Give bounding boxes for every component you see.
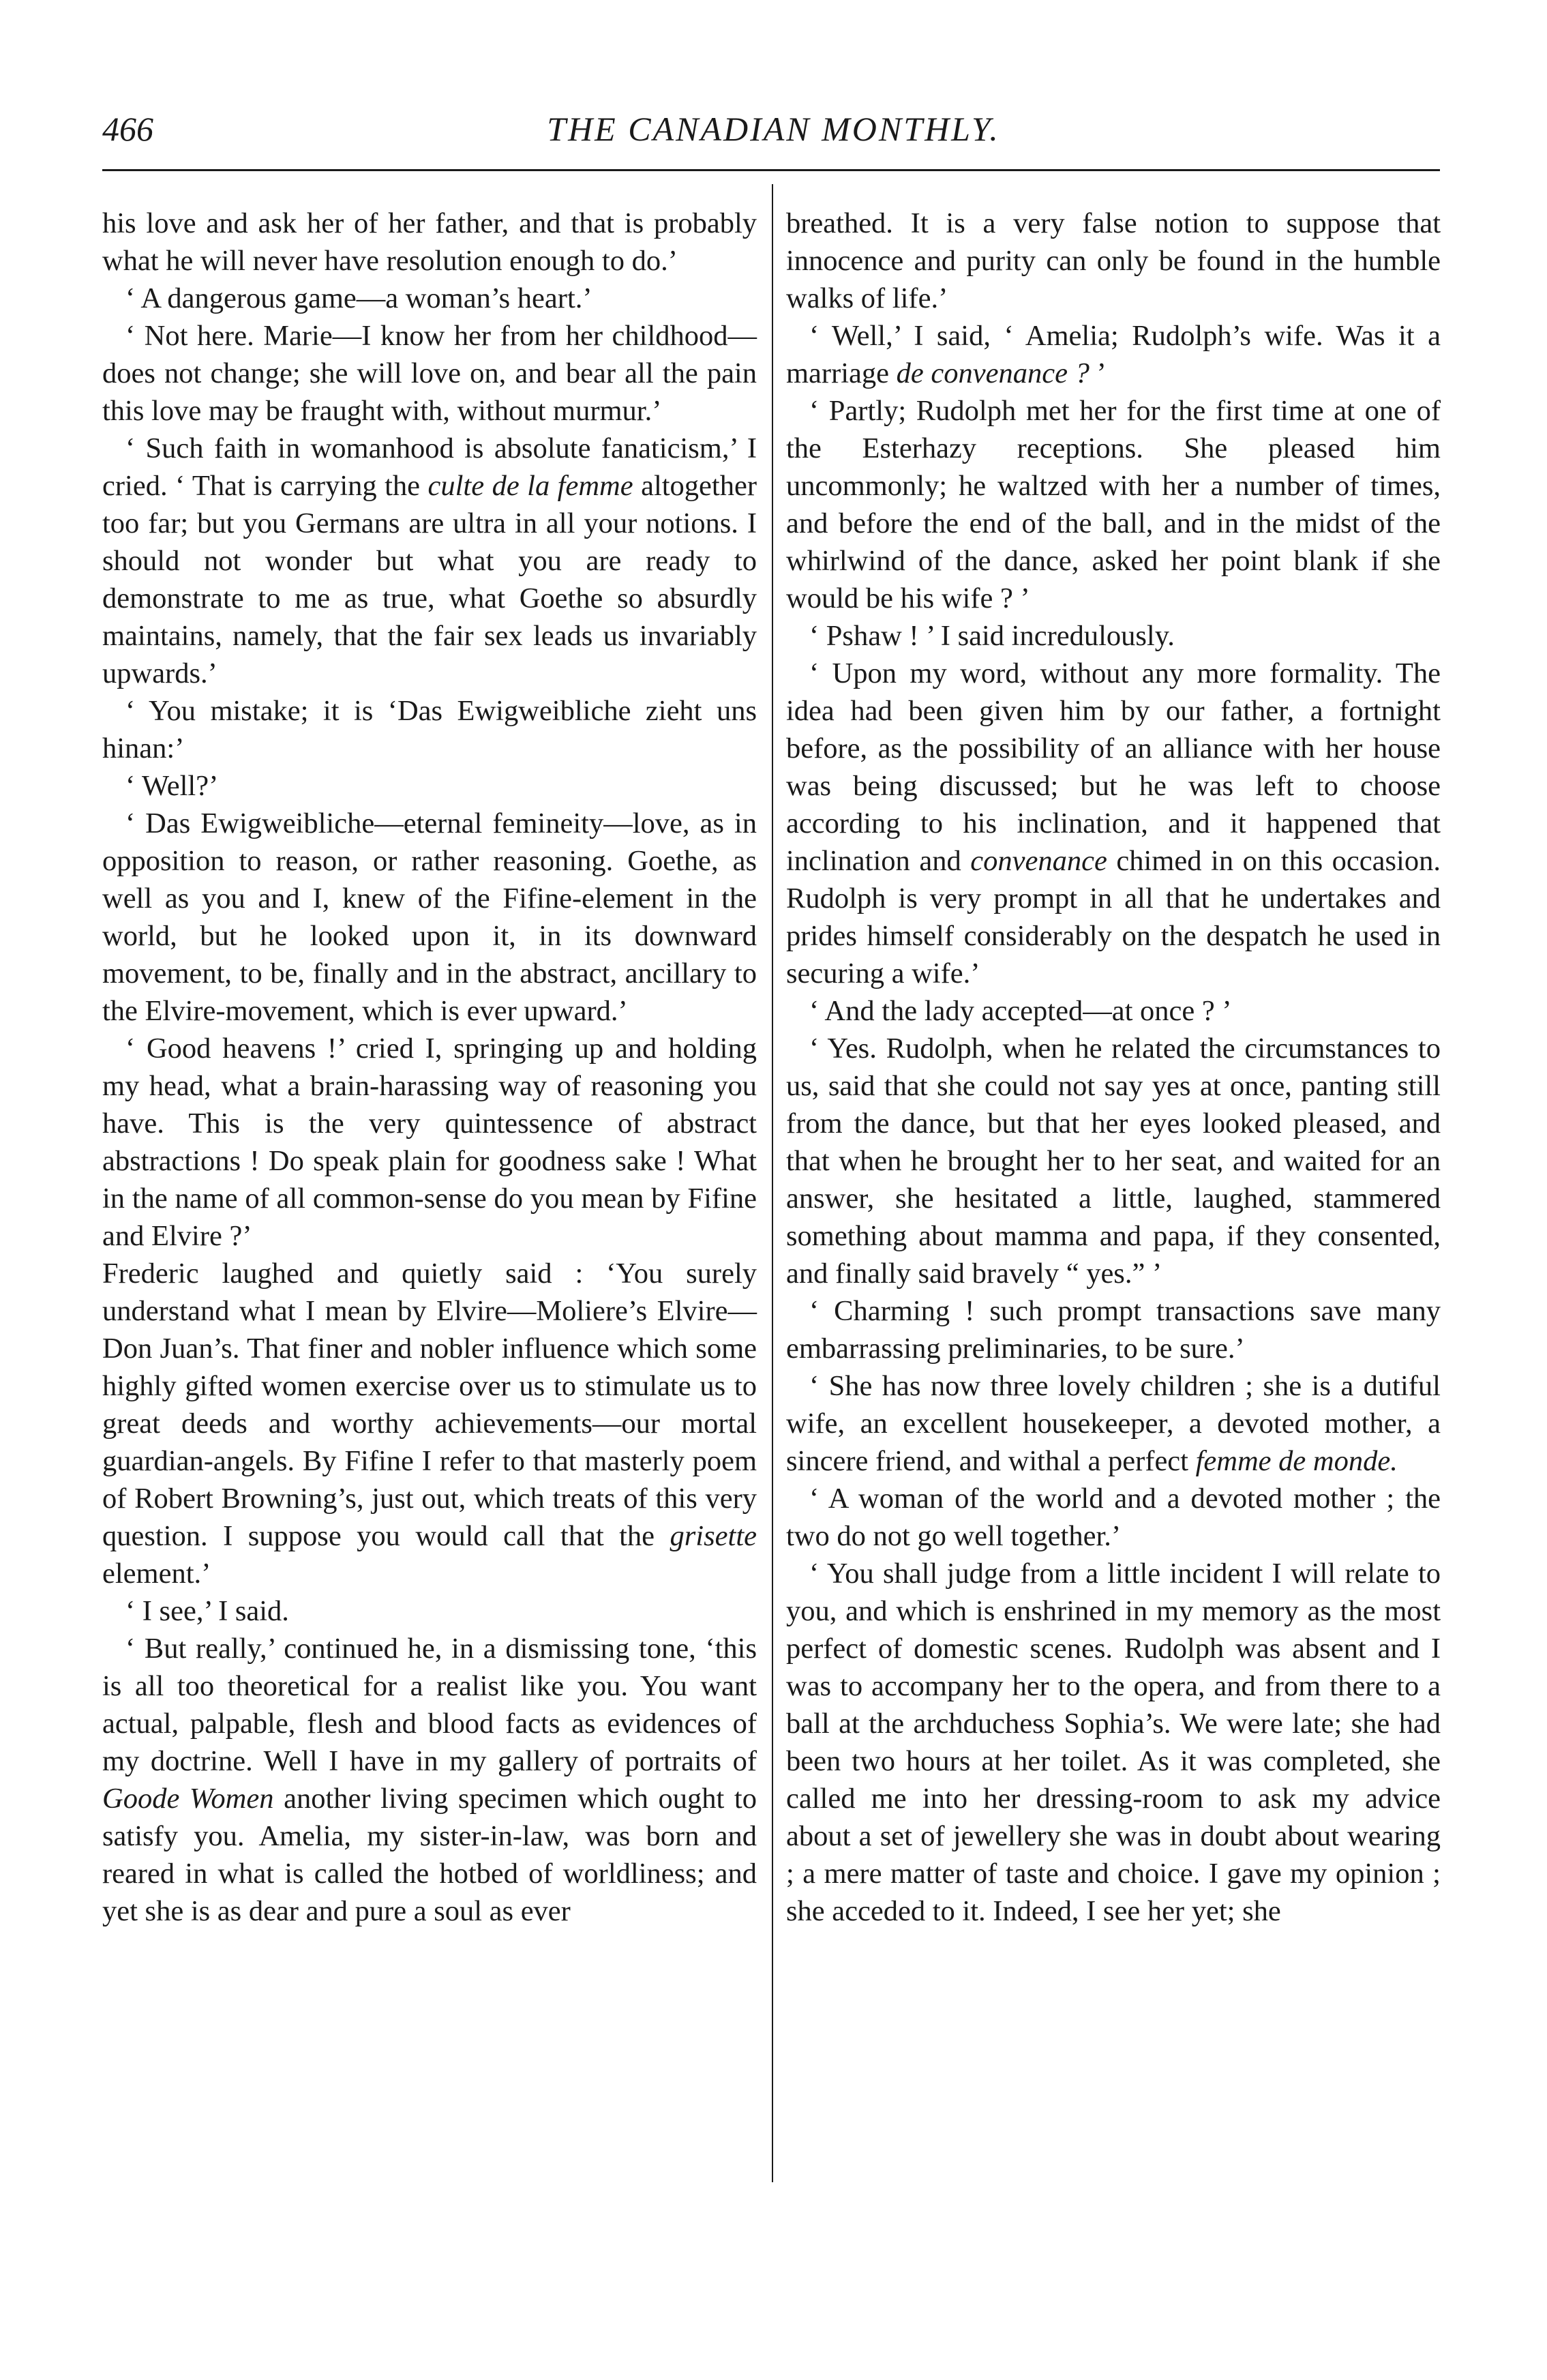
paragraph: ‘ A dangerous game—a woman’s heart.’ — [125, 282, 592, 314]
italic-phrase: Goode Women — [102, 1783, 274, 1815]
italic-phrase: culte de la femme — [427, 470, 633, 502]
paragraph: ‘ Well?’ — [125, 770, 219, 802]
paragraph — [786, 1367, 1441, 1480]
italic-phrase: grisette — [670, 1520, 757, 1552]
italic-phrase: femme de monde. — [1195, 1445, 1398, 1477]
text-run: ‘ She has now three lovely children ; she is a dutiful wife, an excellent housekeeper, a devoted mother, a sincere friend, and withal a perfect — [786, 1370, 1441, 1477]
running-head: THE CANADIAN MONTHLY. — [547, 110, 1000, 148]
page-number: 466 — [102, 110, 153, 148]
italic-phrase: convenance — [970, 845, 1107, 877]
paragraph: ‘ Not here. Marie—I know her from her childhood—does not change; she will love on, and bear all the pain this love may be fraught with, without murmur.’ — [102, 320, 757, 427]
right-column — [786, 205, 1441, 1930]
paragraph: ‘ Charming ! such prompt transactions save many embarrassing preliminaries, to be sure.’ — [786, 1295, 1441, 1365]
paragraph: ‘ You shall judge from a little incident I will relate to you, and which is enshrined in my memory as the most perfect of domestic scenes. Rudolph was absent and I was to accompany her to the opera, and from there to a ball at the archduchess Sophia’s. We were late; she had been two hours at her toilet. As it was completed, she called me into her dressing-room to ask my advice about a set of jewellery she was in doubt about wearing ; a mere matter of taste and choice. I gave my opinion ; she acceded to it. Indeed, I see her yet; she — [786, 1558, 1441, 1927]
paragraph: ‘ And the lady accepted—at once ? ’ — [809, 995, 1232, 1027]
paragraph: ‘ Partly; Rudolph met her for the first time at one of the Esterhazy receptions. She pleased him uncommonly; he waltzed with her a number of times, and before the end of the ball, and in the midst of the whirlwind of the dance, asked her point blank if she would be his wife ? ’ — [786, 395, 1441, 614]
text-run: Frederic laughed and quietly said : ‘You surely understand what I mean by Elvire—Moliere’s Elvire—Don Juan’s. That finer and nobler influence which some highly gifted women exercise over us to stimulate us to great deeds and worthy achievements—our mortal guardian-angels. By Fifine I refer to that masterly poem of Robert Browning’s, just out, which treats of this very question. I suppose you would call that the — [102, 1258, 757, 1552]
paragraph: ‘ Yes. Rudolph, when he related the circumstances to us, said that she could not say yes at once, panting still from the dance, but that her eyes looked pleased, and that when he brought her to her seat, and waited for an answer, she hesitated a little, laughed, stammered something about mamma and papa, if they consented, and finally said bravely “ yes.” ’ — [786, 1032, 1441, 1290]
text-run: ’ — [1089, 357, 1107, 389]
paragraph: his love and ask her of her father, and that is probably what he will never have resolution enough to do.’ — [102, 207, 757, 277]
paragraph — [786, 317, 1441, 392]
paragraph — [786, 655, 1441, 992]
text-run: chimed in on this occasion. Rudolph is very prompt in all that he undertakes and prides himself considerably on the despatch he used in securing a wife.’ — [786, 845, 1441, 990]
paragraph: ‘ A woman of the world and a devoted mother ; the two do not go well together.’ — [786, 1483, 1441, 1552]
paragraph — [102, 1630, 757, 1930]
text-run: ‘ Well,’ I said, ‘ Amelia; Rudolph’s wife. Was it a marriage — [786, 320, 1441, 389]
text-run: ‘ Such faith in womanhood is absolute fanaticism,’ I cried. ‘ That is carrying the — [102, 432, 757, 502]
paragraph — [102, 1255, 757, 1592]
column-divider — [772, 184, 773, 2182]
paragraph: ‘ I see,’ I said. — [125, 1595, 289, 1627]
text-run: ‘ But really,’ continued he, in a dismissing tone, ‘this is all too theoretical for a realist like you. You want actual, palpable, flesh and blood facts as evidences of my doctrine. Well I have in my gallery of portraits of — [102, 1633, 757, 1777]
italic-phrase: de convenance ? — [896, 357, 1090, 389]
paragraph — [102, 430, 757, 692]
text-run: another living specimen which ought to satisfy you. Amelia, my sister-in-law, was born and reared in what is called the hotbed of worldliness; and yet she is as dear and pure a soul as ever — [102, 1783, 757, 1927]
paragraph: breathed. It is a very false notion to suppose that innocence and purity can only be found in the humble walks of life.’ — [786, 207, 1441, 314]
text-run: altogether too far; but you Germans are ultra in all your notions. I should not wonder but what you are ready to demonstrate to me as true, what Goethe so absurdly maintains, namely, that the fair sex leads us invariably upwards.’ — [102, 470, 757, 689]
paragraph: ‘ Pshaw ! ’ I said incredulously. — [809, 620, 1175, 652]
header-rule — [102, 169, 1440, 171]
text-run: ‘ Upon my word, without any more formality. The idea had been given him by our father, a fortnight before, as the possibility of an alliance with her house was being discussed; but he was left to choose according to his inclination, and it happened that inclination and — [786, 657, 1441, 877]
paragraph: ‘ Das Ewigweibliche—eternal femineity—love, as in opposition to reason, or rather reasoning. Goethe, as well as you and I, knew of the Fifine-element in the world, but he looked upon it, in its downward movement, to be, finally and in the abstract, ancillary to the Elvire-movement, which is ever upward.’ — [102, 807, 757, 1027]
text-run: element.’ — [102, 1558, 211, 1590]
left-column — [102, 205, 757, 1930]
paragraph: ‘ Good heavens !’ cried I, springing up and holding my head, what a brain-harassing way of reasoning you have. This is the very quintessence of abstract abstractions ! Do speak plain for goodness sake ! What in the name of all common-sense do you mean by Fifine and Elvire ?’ — [102, 1032, 757, 1252]
paragraph: ‘ You mistake; it is ‘Das Ewigweibliche zieht uns hinan:’ — [102, 695, 757, 764]
